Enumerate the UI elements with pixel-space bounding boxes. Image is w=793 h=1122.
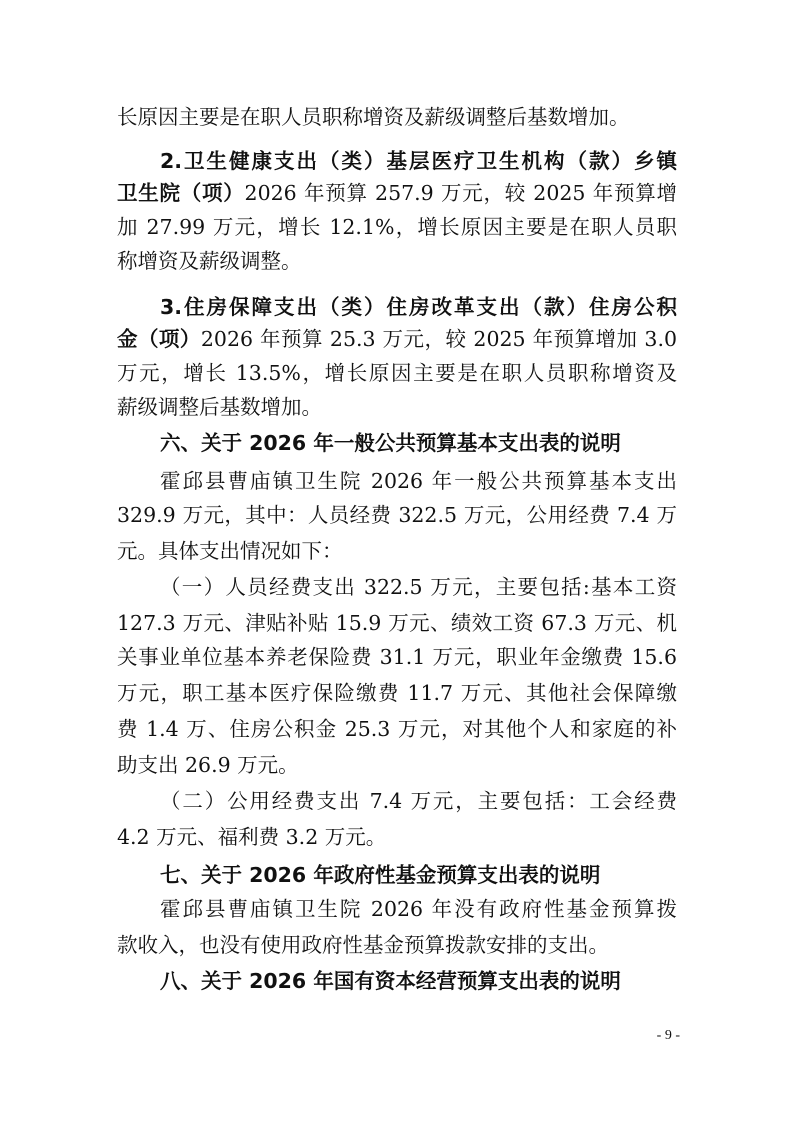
paragraph-line: 称增资及薪级调整。	[117, 249, 302, 273]
paragraph-line	[117, 174, 677, 212]
paragraph-line: 长原因主要是在职人员职称增资及薪级调整后基数增加。	[117, 105, 630, 129]
paragraph-line: 329.9 万元，其中：人员经费 322.5 万元，公用经费 7.4 万	[117, 503, 677, 527]
section-heading: 七、关于 2026 年政府性基金预算支出表的说明	[160, 863, 601, 887]
paragraph-line: 款收入，也没有使用政府性基金预算拨款安排的支出。	[117, 933, 609, 957]
paragraph-line: 加 27.99 万元，增长 12.1%，增长原因主要是在职人员职	[117, 215, 677, 239]
paragraph-line	[117, 320, 677, 358]
paragraph-line: 费 1.4 万、住房公积金 25.3 万元，对其他个人和家庭的补	[117, 717, 677, 741]
section-subheading: 2.卫生健康支出（类）基层医疗卫生机构（款）乡镇	[160, 149, 677, 173]
paragraph-line: 助支出 26.9 万元。	[117, 753, 299, 777]
paragraph-line: 4.2 万元、福利费 3.2 万元。	[117, 825, 387, 849]
paragraph-line: （二）公用经费支出 7.4 万元，主要包括：工会经费	[160, 789, 677, 813]
paragraph-text: 2026 年预算 257.9 万元，较 2025 年预算增	[244, 181, 677, 205]
section-subheading-continued: 卫生院（项）	[117, 181, 245, 205]
paragraph-line: 霍邱县曹庙镇卫生院 2026 年一般公共预算基本支出	[160, 469, 677, 493]
paragraph-line: 万元，增长 13.5%，增长原因主要是在职人员职称增资及	[117, 361, 677, 385]
paragraph-text: 2026 年预算 25.3 万元，较 2025 年预算增加 3.0	[200, 327, 677, 351]
section-subheading-continued: 金（项）	[117, 327, 201, 351]
paragraph-line: 薪级调整后基数增加。	[117, 395, 322, 419]
paragraph-line: 霍邱县曹庙镇卫生院 2026 年没有政府性基金预算拨	[160, 897, 677, 921]
paragraph-line: 元。具体支出情况如下：	[117, 539, 343, 563]
paragraph-line: 127.3 万元、津贴补贴 15.9 万元、绩效工资 67.3 万元、机	[117, 611, 677, 635]
page-number: - 9 -	[656, 1028, 680, 1043]
section-subheading: 3.住房保障支出（类）住房改革支出（款）住房公积	[160, 295, 677, 319]
paragraph-line: 关事业单位基本养老保险费 31.1 万元，职业年金缴费 15.6	[117, 645, 677, 669]
section-heading: 六、关于 2026 年一般公共预算基本支出表的说明	[160, 431, 621, 455]
section-heading: 八、关于 2026 年国有资本经营预算支出表的说明	[160, 969, 621, 993]
paragraph-line: 万元，职工基本医疗保险缴费 11.7 万元、其他社会保障缴	[117, 681, 677, 705]
paragraph-line: （一）人员经费支出 322.5 万元，主要包括:基本工资	[160, 575, 677, 599]
